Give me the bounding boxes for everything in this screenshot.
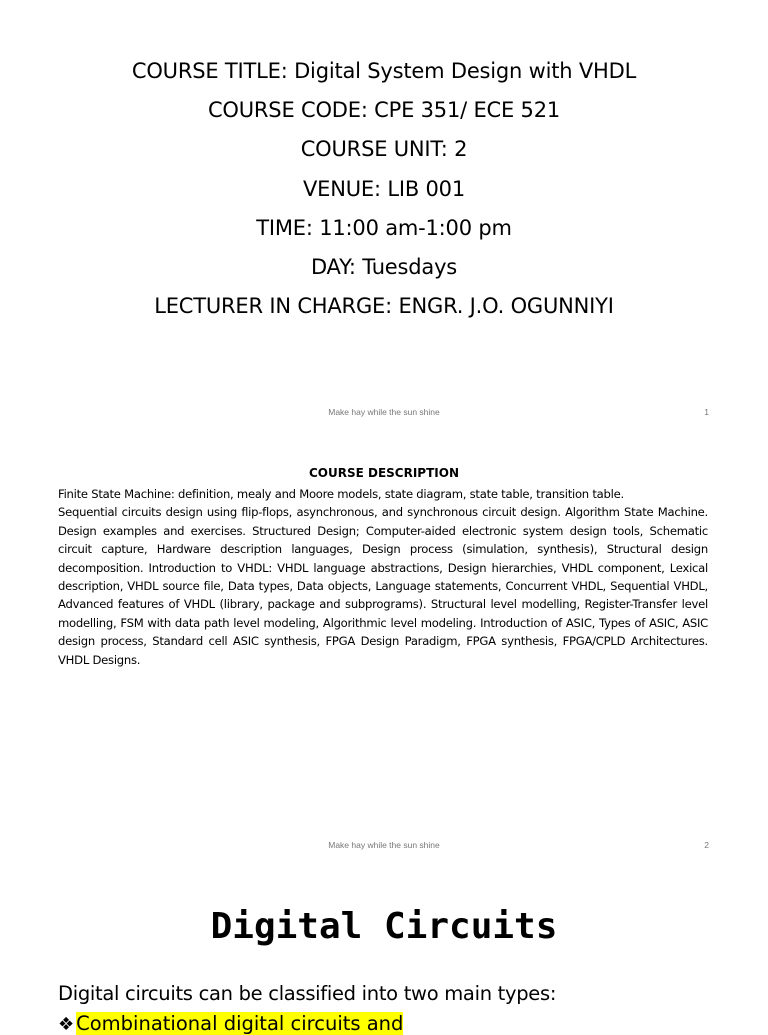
page-number: 1 <box>704 407 709 417</box>
diamond-bullet-icon: ❖ <box>58 1014 75 1035</box>
footer-motto: Make hay while the sun shine <box>328 840 440 850</box>
course-unit-line: COURSE UNIT: 2 <box>300 137 468 162</box>
page-footer <box>0 407 768 421</box>
course-description-page <box>0 430 768 862</box>
course-info-page <box>0 0 768 430</box>
page-number: 2 <box>704 840 709 850</box>
course-info-block <box>0 52 768 326</box>
course-description-body <box>58 485 708 669</box>
course-title-line: COURSE TITLE: Digital System Design with VHDL <box>131 59 637 83</box>
page-footer <box>0 840 768 854</box>
footer-motto: Make hay while the sun shine <box>328 407 440 417</box>
intro-text: Digital circuits can be classified into two main types: <box>58 982 557 1005</box>
course-code-line: COURSE CODE: CPE 351/ ECE 521 <box>207 98 561 123</box>
highlighted-bullet-text: Combinational digital circuits and <box>76 1012 404 1035</box>
page-title: Digital Circuits <box>210 906 558 947</box>
description-paragraph: Sequential circuits design using flip-flops, asynchronous, and synchronous circuit design. Algorithm State Machine. Design examples and exercises. Structured Design; Computer-aided electronic system design tools, Schematic circuit capture, Hardware description languages, Design process (simulation, synthesis), Structural design decomposition. Introduction to VHDL: VHDL language abstractions, Design hierarchies, VHDL component, Lexical description, VHDL source file, Data types, Data objects, Language statements, Concurrent VHDL, Sequential VHDL, Advanced features of VHDL (library, package and subprograms). Structural level modelling, Register-Transfer level modelling, FSM with data path level modeling, Algorithmic level modeling. Introduction of ASIC, Types of ASIC, ASIC design process, Standard cell ASIC synthesis, FPGA Design Paradigm, FPGA synthesis, FPGA/CPLD Architectures. VHDL Designs. <box>58 505 708 667</box>
course-description-heading: COURSE DESCRIPTION <box>308 466 459 480</box>
description-first-line: Finite State Machine: definition, mealy and Moore models, state diagram, state table, transition table. <box>58 487 624 501</box>
day-line: DAY: Tuesdays <box>310 255 458 280</box>
digital-circuits-page <box>0 862 768 1035</box>
venue-line: VENUE: LIB 001 <box>303 176 465 201</box>
time-line: TIME: 11:00 am-1:00 pm <box>256 215 512 240</box>
lecturer-line: LECTURER IN CHARGE: ENGR. J.O. OGUNNIYI <box>154 294 614 319</box>
